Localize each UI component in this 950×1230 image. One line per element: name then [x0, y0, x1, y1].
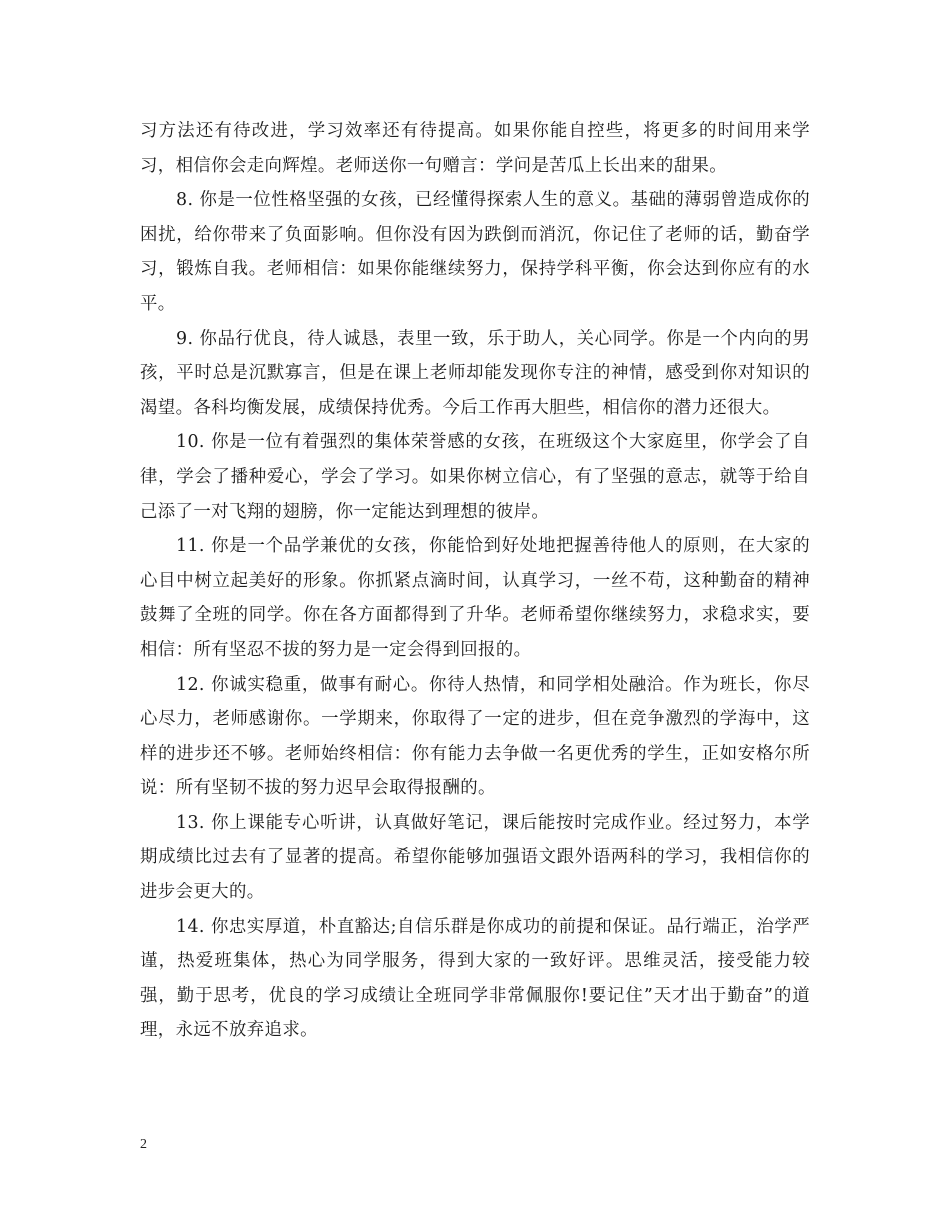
paragraph-item-13: 13. 你上课能专心听讲，认真做好笔记，课后能按时完成作业。经过努力，本学期成绩比过去有了显著的提高。希望你能够加强语文跟外语两科的学习，我相信你的进步会更大的。	[140, 812, 810, 903]
paragraph-item-10: 10. 你是一位有着强烈的集体荣誉感的女孩，在班级这个大家庭里，你学会了自律，学会了播种爱心，学会了学习。如果你树立信心，有了坚强的意志，就等于给自己添了一对飞翔的翅膀，你一定能达到理想的彼岸。	[140, 432, 810, 522]
paragraph-item-9: 9. 你品行优良，待人诚恳，表里一致，乐于助人，关心同学。你是一个内向的男孩，平时总是沉默寡言，但是在课上老师却能发现你专注的神情，感受到你对知识的渴望。各科均衡发展，成绩保持优秀。今后工作再大胆些，相信你的潜力还很大。	[140, 328, 810, 418]
page-number: 2	[140, 1137, 147, 1152]
paragraph-item-11: 11. 你是一个品学兼优的女孩，你能恰到好处地把握善待他人的原则，在大家的心目中树立起美好的形象。你抓紧点滴时间，认真学习，一丝不苟，这种勤奋的精神鼓舞了全班的同学。你在各方面都得到了升华。老师希望你继续努力，求稳求实，要相信：所有坚忍不拔的努力是一定会得到回报的。	[140, 536, 810, 660]
paragraph-item-8: 8. 你是一位性格坚强的女孩，已经懂得探索人生的意义。基础的薄弱曾造成你的困扰，给你带来了负面影响。但你没有因为跌倒而消沉，你记住了老师的话，勤奋学习，锻炼自我。老师相信：如果你能继续努力，保持学科平衡，你会达到你应有的水平。	[140, 190, 810, 314]
paragraph-continuation: 习方法还有待改进，学习效率还有待提高。如果你能自控些，将更多的时间用来学习，相信你会走向辉煌。老师送你一句赠言：学问是苦瓜上长出来的甜果。	[140, 121, 810, 176]
paragraph-item-12: 12. 你诚实稳重，做事有耐心。你待人热情，和同学相处融洽。作为班长，你尽心尽力，老师感谢你。一学期来，你取得了一定的进步，但在竞争激烈的学海中，这样的进步还不够。老师始终相信：你有能力去争做一名更优秀的学生，正如安格尔所说：所有坚韧不拔的努力迟早会取得报酬的。	[140, 674, 810, 799]
paragraph-item-14: 14. 你忠实厚道，朴直豁达;自信乐群是你成功的前提和保证。品行端正，治学严谨，热爱班集体，热心为同学服务，得到大家的一致好评。思维灵活，接受能力较强，勤于思考，优良的学习成绩让全班同学非常佩服你!要记住”天才出于勤奋”的道理，永远不放弃追求。	[140, 916, 810, 1041]
document-body	[140, 114, 810, 1048]
